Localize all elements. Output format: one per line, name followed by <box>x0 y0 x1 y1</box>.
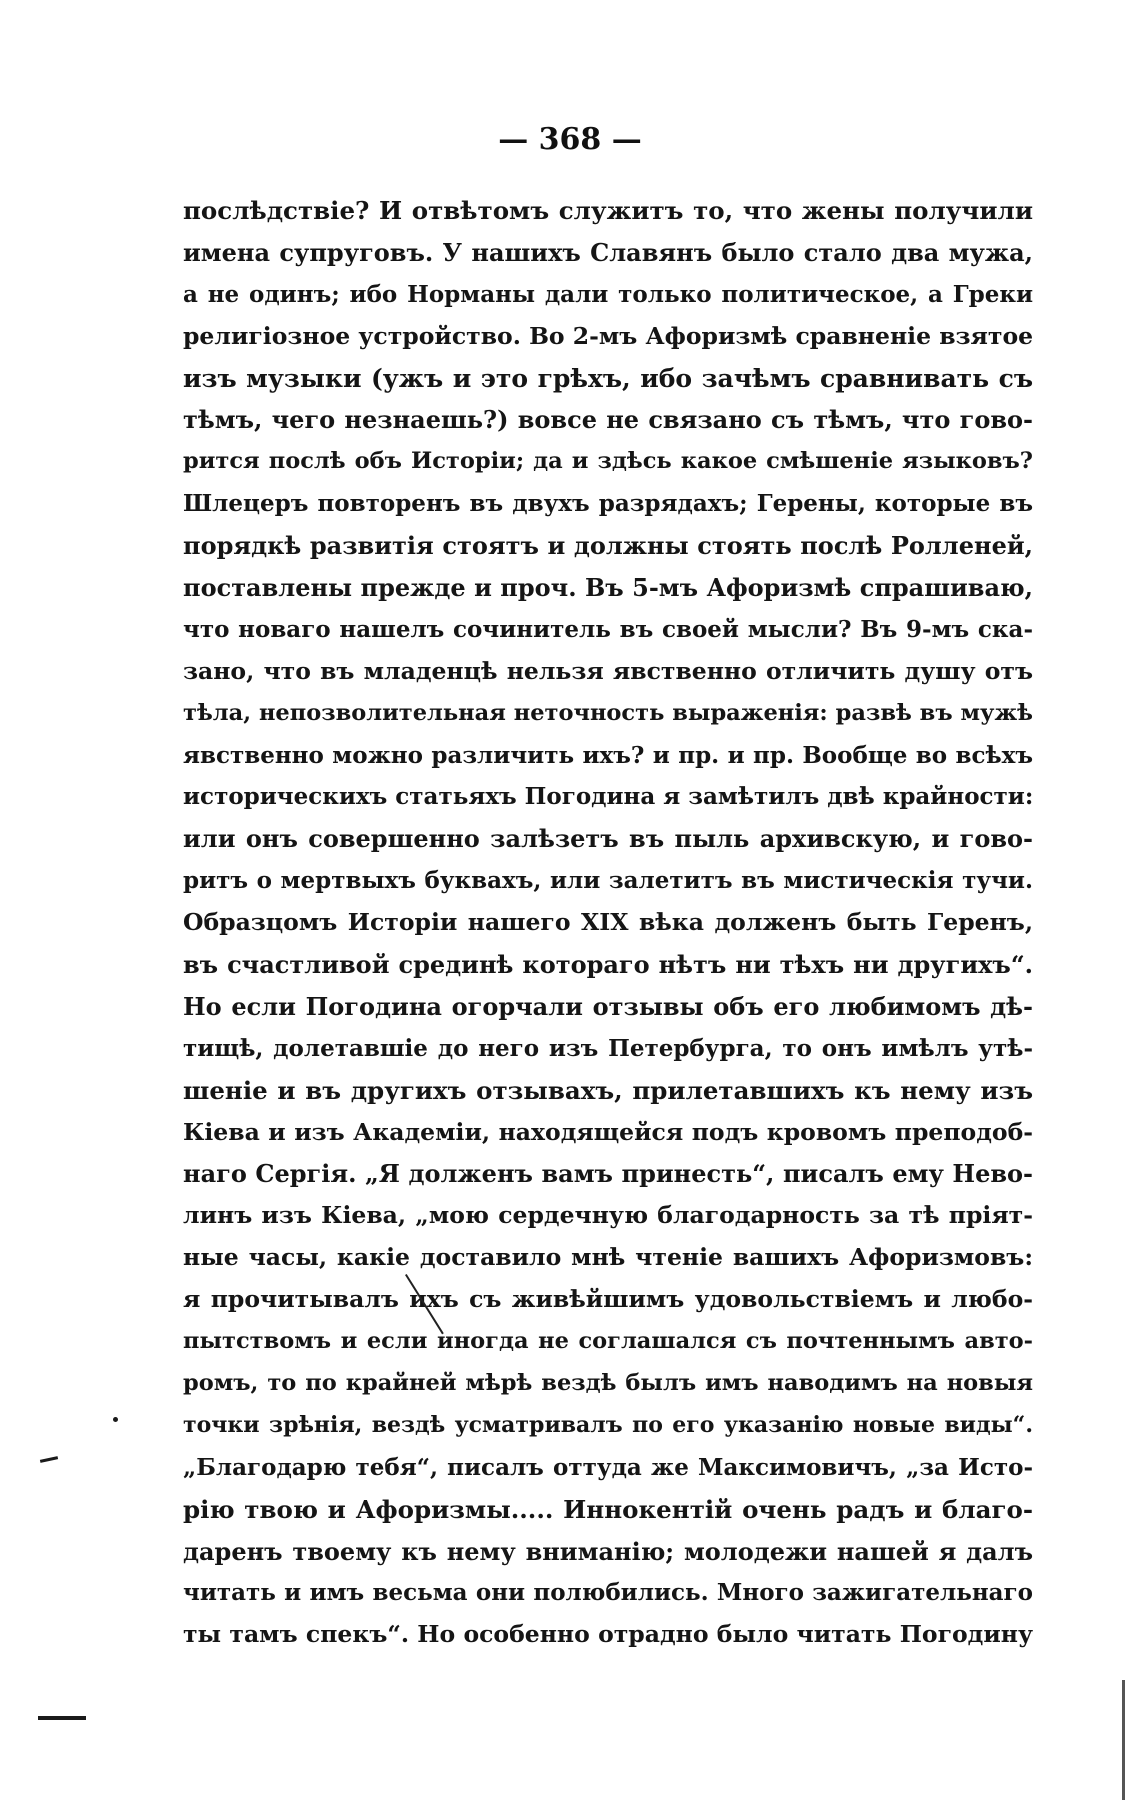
text-line: Образцомъ Исторіи нашего XIX вѣка долженъ быть Геренъ, <box>183 908 1033 937</box>
text-line: Но если Погодина огорчали отзывы объ его любимомъ дѣ- <box>183 991 1033 1021</box>
text-line: даренъ твоему къ нему вниманію; молодежи нашей я далъ <box>183 1536 1033 1566</box>
text-line: историческихъ статьяхъ Погодина я замѣтилъ двѣ крайности: <box>183 783 1034 811</box>
margin-dot-mark <box>113 1417 118 1422</box>
text-line: изъ музыки (ужъ и это грѣхъ, ибо зачѣмъ сравнивать съ <box>183 363 1033 393</box>
text-line: тѣла, непозволительная неточность выраженія: развѣ въ мужѣ <box>183 699 1033 726</box>
text-line: шеніе и въ другихъ отзывахъ, прилетавшихъ къ нему изъ <box>183 1075 1033 1105</box>
text-line: линъ изъ Кіева, „мою сердечную благодарность за тѣ пріят- <box>183 1201 1033 1230</box>
text-line: въ счастливой срединѣ котораго нѣтъ ни тѣхъ ни другихъ“. <box>183 950 1033 980</box>
text-line: послѣдствіе? И отвѣтомъ служитъ то, что жены получили <box>183 196 1033 225</box>
text-line: Кіева и изъ Академіи, находящейся подъ кровомъ преподоб- <box>183 1117 1033 1146</box>
text-line: тѣмъ, чего незнаешь?) вовсе не связано съ тѣмъ, что гово- <box>183 405 1033 435</box>
text-line: я прочитывалъ ихъ съ живѣйшимъ удовольствіемъ и любо- <box>183 1285 1033 1314</box>
text-line: читать и имъ весьма они полюбились. Много зажигательнаго <box>183 1579 1033 1607</box>
text-line: рію твою и Афоризмы..... Иннокентій очень радъ и благо- <box>183 1494 1033 1524</box>
text-line: тищѣ, долетавшіе до него изъ Петербурга, то онъ имѣлъ утѣ- <box>183 1034 1033 1062</box>
text-line: пытствомъ и если иногда не соглашался съ почтеннымъ авто- <box>183 1328 1033 1355</box>
text-line: имена супруговъ. У нашихъ Славянъ было стало два мужа, <box>183 237 1033 267</box>
text-line: наго Сергія. „Я долженъ вамъ принесть“, писалъ ему Нево- <box>183 1159 1033 1189</box>
text-line: зано, что въ младенцѣ нельзя явственно отличить душу отъ <box>183 656 1033 685</box>
text-line: ные часы, какіе доставило мнѣ чтеніе вашихъ Афоризмовъ: <box>183 1243 1033 1272</box>
text-line: ромъ, то по крайней мѣрѣ вездѣ былъ имъ наводимъ на новыя <box>183 1369 1033 1396</box>
text-line: что новаго нашелъ сочинитель въ своей мысли? Въ 9-мъ ска- <box>183 615 1033 643</box>
page-number: — 368 — <box>498 122 642 157</box>
page-edge-shadow <box>1122 1680 1125 1800</box>
text-line: а не одинъ; ибо Норманы дали только политическое, а Греки <box>183 280 1033 308</box>
margin-dash-mark <box>40 1456 58 1463</box>
text-line: порядкѣ развитія стоятъ и должны стоять послѣ Ролленей, <box>183 531 1033 561</box>
text-line: религіозное устройство. Во 2-мъ Афоризмѣ сравненіе взятое <box>183 321 1034 350</box>
text-line: явственно можно различить ихъ? и пр. и пр. Вообще во всѣхъ <box>183 741 1033 769</box>
text-line: рится послѣ объ Исторіи; да и здѣсь какое смѣшеніе языковъ? <box>183 448 1033 475</box>
text-line: Шлецеръ повторенъ въ двухъ разрядахъ; Герены, которые въ <box>183 490 1033 518</box>
text-line: или онъ совершенно залѣзетъ въ пыль архивскую, и гово- <box>183 824 1033 854</box>
text-line: поставлены прежде и проч. Въ 5-мъ Афоризмѣ спрашиваю, <box>183 573 1033 603</box>
text-line: точки зрѣнія, вездѣ усматривалъ по его указанію новые виды“. <box>183 1411 1033 1438</box>
text-line: ритъ о мертвыхъ буквахъ, или залетитъ въ мистическія тучи. <box>183 867 1033 895</box>
text-line: „Благодарю тебя“, писалъ оттуда же Максимовичъ, „за Исто- <box>183 1453 1033 1481</box>
text-line: ты тамъ спекъ“. Но особенно отрадно было читать Погодину <box>183 1620 1033 1649</box>
body-text <box>183 190 1033 1656</box>
margin-rule-mark <box>38 1716 86 1720</box>
